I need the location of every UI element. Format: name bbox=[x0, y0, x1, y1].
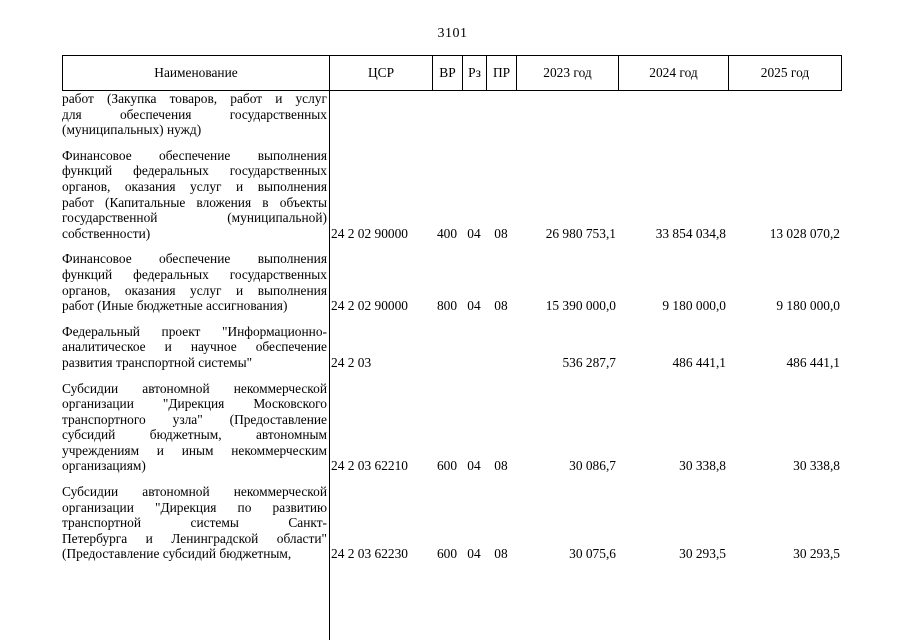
cell-csr: 24 2 02 90000 bbox=[331, 298, 408, 314]
row-name-line: организации "Дирекция по развитию bbox=[62, 499, 327, 515]
table-row bbox=[62, 148, 842, 242]
cell-y2025: 486 441,1 bbox=[786, 354, 840, 370]
cell-y2023: 536 287,7 bbox=[562, 354, 616, 370]
row-name-line: аналитическое и научное обеспечение bbox=[62, 339, 327, 355]
cell-y2024: 9 180 000,0 bbox=[662, 298, 726, 314]
row-name bbox=[62, 484, 329, 562]
row-name-line: Петербурга и Ленинградской области" bbox=[62, 530, 327, 546]
row-name-line: органов, оказания услуг и выполнения bbox=[62, 282, 327, 298]
row-name-line: Финансовое обеспечение выполнения bbox=[62, 251, 327, 267]
cell-csr: 24 2 03 62230 bbox=[331, 546, 408, 562]
cell-y2023: 30 075,6 bbox=[569, 546, 616, 562]
header-2024: 2024 год bbox=[619, 56, 729, 90]
row-name-line: (Предоставление субсидий бюджетным, bbox=[62, 546, 292, 562]
cell-rz: 04 bbox=[467, 546, 481, 562]
row-name-line: Субсидии автономной некоммерческой bbox=[62, 380, 327, 396]
cell-vr: 800 bbox=[436, 298, 458, 314]
cell-pr: 08 bbox=[494, 458, 508, 474]
header-rz: Рз bbox=[463, 56, 487, 90]
row-name-line: транспортного узла" (Предоставление bbox=[62, 411, 327, 427]
row-name-line: функций федеральных государственных bbox=[62, 163, 327, 179]
row-name bbox=[62, 91, 329, 138]
row-name-line: организациям) bbox=[62, 458, 146, 474]
cell-vr: 600 bbox=[436, 546, 458, 562]
table-row bbox=[62, 91, 842, 138]
cell-rz: 04 bbox=[467, 225, 481, 241]
row-name-line: организации "Дирекция Московского bbox=[62, 396, 327, 412]
table-row bbox=[62, 484, 842, 562]
cell-vr: 400 bbox=[436, 225, 458, 241]
row-name-line: функций федеральных государственных bbox=[62, 266, 327, 282]
table-row bbox=[62, 251, 842, 313]
cell-y2025: 9 180 000,0 bbox=[776, 298, 840, 314]
cell-y2023: 15 390 000,0 bbox=[545, 298, 616, 314]
table-row bbox=[62, 381, 842, 475]
row-name-line: для обеспечения государственных bbox=[62, 106, 327, 122]
cell-y2025: 30 293,5 bbox=[793, 546, 840, 562]
cell-csr: 24 2 03 bbox=[331, 354, 372, 370]
row-name-line: государственной (муниципальной) bbox=[62, 210, 327, 226]
cell-pr: 08 bbox=[494, 298, 508, 314]
cell-pr: 08 bbox=[494, 546, 508, 562]
cell-y2024: 486 441,1 bbox=[672, 354, 726, 370]
row-name-line: собственности) bbox=[62, 225, 151, 241]
row-name-line: транспортной системы Санкт- bbox=[62, 515, 327, 531]
row-name bbox=[62, 251, 329, 313]
header-name: Наименование bbox=[63, 56, 330, 90]
cell-csr: 24 2 03 62210 bbox=[331, 458, 408, 474]
page-number: 3101 bbox=[437, 26, 468, 41]
table-body bbox=[62, 91, 842, 562]
budget-table bbox=[62, 55, 842, 572]
cell-rz: 04 bbox=[467, 298, 481, 314]
header-pr: ПР bbox=[487, 56, 517, 90]
header-2023: 2023 год bbox=[517, 56, 619, 90]
row-name-line: Субсидии автономной некоммерческой bbox=[62, 484, 327, 500]
table-header bbox=[62, 55, 842, 91]
header-2025: 2025 год bbox=[760, 65, 810, 80]
cell-pr: 08 bbox=[494, 225, 508, 241]
table-row bbox=[62, 324, 842, 371]
row-name-line: Федеральный проект "Информационно- bbox=[62, 323, 327, 339]
cell-y2025: 30 338,8 bbox=[793, 458, 840, 474]
row-name-line: (муниципальных) нужд) bbox=[62, 122, 202, 138]
cell-y2024: 30 293,5 bbox=[679, 546, 726, 562]
cell-rz: 04 bbox=[467, 458, 481, 474]
row-name bbox=[62, 324, 329, 371]
cell-y2023: 26 980 753,1 bbox=[545, 225, 616, 241]
cell-y2023: 30 086,7 bbox=[569, 458, 616, 474]
row-name-line: учреждениям и иным некоммерческим bbox=[62, 442, 327, 458]
header-csr: ЦСР bbox=[330, 56, 433, 90]
name-column-divider bbox=[329, 91, 330, 640]
cell-csr: 24 2 02 90000 bbox=[331, 225, 408, 241]
row-name bbox=[62, 148, 329, 242]
header-vr: ВР bbox=[433, 56, 463, 90]
cell-y2024: 30 338,8 bbox=[679, 458, 726, 474]
row-name-line: субсидий бюджетным, автономным bbox=[62, 427, 327, 443]
row-name-line: работ (Капитальные вложения в объекты bbox=[62, 194, 327, 210]
row-name-line: органов, оказания услуг и выполнения bbox=[62, 178, 327, 194]
row-name bbox=[62, 381, 329, 475]
cell-vr: 600 bbox=[436, 458, 458, 474]
row-name-line: работ (Иные бюджетные ассигнования) bbox=[62, 298, 288, 314]
cell-y2025: 13 028 070,2 bbox=[769, 225, 840, 241]
row-name-line: Финансовое обеспечение выполнения bbox=[62, 147, 327, 163]
row-name-line: работ (Закупка товаров, работ и услуг bbox=[62, 91, 327, 106]
cell-y2024: 33 854 034,8 bbox=[655, 225, 726, 241]
row-name-line: развития транспортной системы" bbox=[62, 354, 253, 370]
